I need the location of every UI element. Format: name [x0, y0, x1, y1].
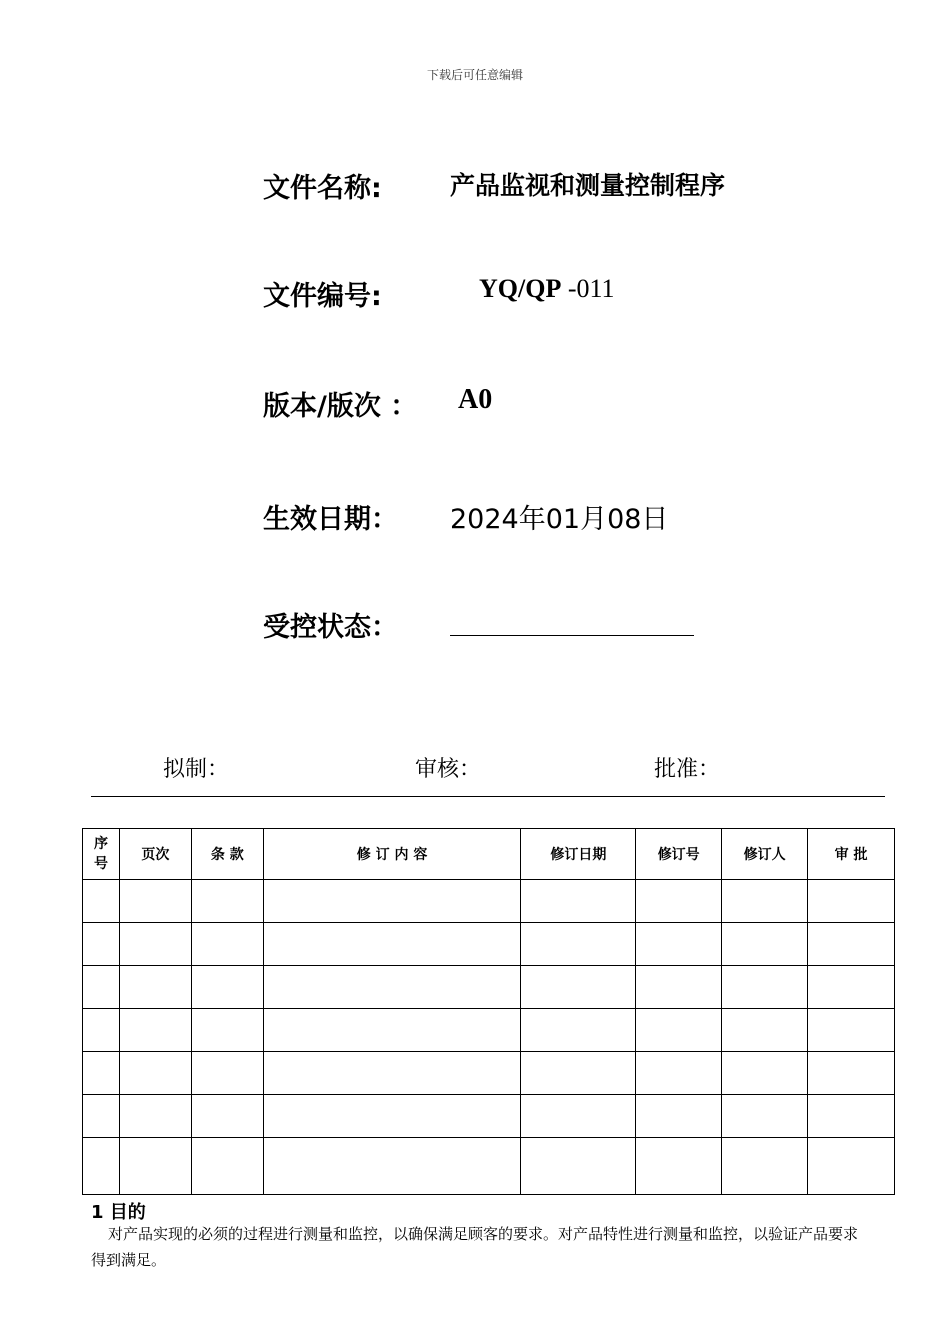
table-cell — [636, 1052, 722, 1095]
table-cell — [263, 1052, 521, 1095]
divider — [91, 796, 885, 797]
revision-table — [82, 828, 895, 1195]
table-cell — [119, 1009, 191, 1052]
file-name-value: 产品监视和测量控制程序 — [450, 171, 726, 200]
table-cell — [808, 1095, 895, 1138]
table-cell — [636, 1095, 722, 1138]
table-cell — [636, 880, 722, 923]
table-cell — [263, 966, 521, 1009]
table-row — [83, 1095, 895, 1138]
table-cell — [722, 1009, 808, 1052]
table-cell — [119, 1138, 191, 1195]
table-cell — [722, 880, 808, 923]
table-cell — [83, 1009, 120, 1052]
table-row — [83, 880, 895, 923]
table-cell — [808, 1052, 895, 1095]
file-code-value — [479, 274, 615, 304]
table-cell — [83, 880, 120, 923]
table-cell — [722, 1095, 808, 1138]
table-cell — [191, 1052, 263, 1095]
review-signature-label: 审核： — [415, 757, 482, 782]
table-cell — [263, 1095, 521, 1138]
table-cell — [119, 1052, 191, 1095]
table-row — [83, 1052, 895, 1095]
version-value: A0 — [458, 384, 493, 415]
file-name-label: 文件名称: — [263, 173, 382, 204]
table-row — [83, 923, 895, 966]
table-cell — [191, 1009, 263, 1052]
table-cell — [521, 1138, 636, 1195]
table-cell — [521, 1009, 636, 1052]
table-cell — [521, 923, 636, 966]
table-cell — [263, 1138, 521, 1195]
table-cell — [808, 966, 895, 1009]
table-cell — [521, 880, 636, 923]
table-cell — [521, 966, 636, 1009]
table-cell — [636, 923, 722, 966]
approve-signature-label: 批准： — [654, 757, 721, 782]
table-cell — [808, 1138, 895, 1195]
table-cell — [83, 966, 120, 1009]
table-cell — [119, 1095, 191, 1138]
col-clause: 条 款 — [191, 829, 263, 880]
effective-date-label: 生效日期： — [263, 504, 398, 535]
effective-date-value: 2024年01月08日 — [450, 504, 669, 535]
table-cell — [191, 1095, 263, 1138]
table-cell — [263, 1009, 521, 1052]
table-cell — [636, 1009, 722, 1052]
table-row — [83, 1009, 895, 1052]
col-reviser: 修订人 — [722, 829, 808, 880]
table-cell — [191, 923, 263, 966]
table-cell — [722, 1138, 808, 1195]
table-cell — [722, 966, 808, 1009]
col-page: 页次 — [119, 829, 191, 880]
table-row — [83, 966, 895, 1009]
control-status-blank — [450, 605, 694, 636]
table-cell — [636, 1138, 722, 1195]
col-approval: 审 批 — [808, 829, 895, 880]
table-cell — [263, 923, 521, 966]
table-row — [83, 1138, 895, 1195]
table-cell — [808, 923, 895, 966]
table-cell — [263, 880, 521, 923]
section-1-body: 对产品实现的必须的过程进行测量和监控，以确保满足顾客的要求。对产品特性进行测量和监控，以验证产品要求得到满足。 — [91, 1225, 859, 1269]
table-cell — [722, 923, 808, 966]
col-content: 修 订 内 容 — [263, 829, 521, 880]
file-code-prefix: YQ/QP — [479, 274, 562, 303]
table-cell — [119, 966, 191, 1009]
table-cell — [83, 923, 120, 966]
table-cell — [636, 966, 722, 1009]
table-cell — [119, 880, 191, 923]
table-cell — [722, 1052, 808, 1095]
section-1-title: 1 目的 — [91, 1202, 146, 1223]
table-cell — [83, 1052, 120, 1095]
control-status-label: 受控状态： — [263, 612, 398, 643]
table-cell — [808, 880, 895, 923]
table-cell — [83, 1138, 120, 1195]
table-cell — [191, 880, 263, 923]
table-cell — [119, 923, 191, 966]
table-cell — [808, 1009, 895, 1052]
table-cell — [521, 1052, 636, 1095]
col-date: 修订日期 — [521, 829, 636, 880]
file-code-suffix: -011 — [561, 274, 615, 303]
version-label: 版本/版次 ： — [263, 391, 418, 422]
table-cell — [191, 1138, 263, 1195]
col-rev-no: 修订号 — [636, 829, 722, 880]
header-note: 下载后可任意编辑 — [426, 68, 523, 82]
table-header-row — [83, 829, 895, 880]
table-cell — [521, 1095, 636, 1138]
draft-signature-label: 拟制： — [163, 757, 230, 782]
file-code-label: 文件编号: — [263, 281, 382, 312]
table-cell — [83, 1095, 120, 1138]
col-seq: 序 号 — [83, 829, 120, 880]
table-cell — [191, 966, 263, 1009]
